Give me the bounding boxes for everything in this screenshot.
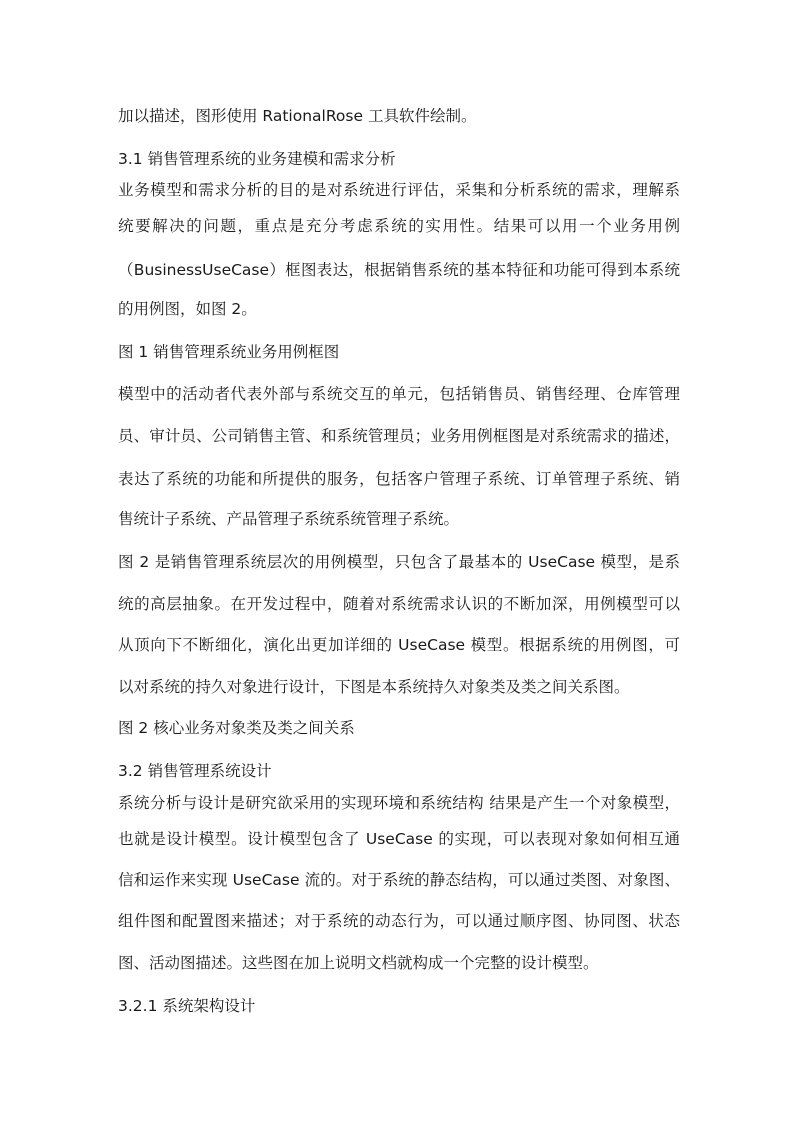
paragraph-line: 从顶向下不断细化，演化出更加详细的 UseCase 模型。根据系统的用例图，可 xyxy=(118,636,680,654)
paragraph-line: 系统分析与设计是研究欲采用的实现环境和系统结构 结果是产生一个对象模型， xyxy=(118,794,680,812)
paragraph-line: 员、审计员、公司销售主管、和系统管理员；业务用例框图是对系统需求的描述， xyxy=(118,427,680,445)
paragraph-line: 也就是设计模型。设计模型包含了 UseCase 的实现，可以表现对象如何相互通 xyxy=(118,830,680,848)
paragraph-line: （BusinessUseCase）框图表达，根据销售系统的基本特征和功能可得到本系统 xyxy=(118,261,680,279)
paragraph-line: 图 2 是销售管理系统层次的用例模型，只包含了最基本的 UseCase 模型，是系 xyxy=(118,553,680,571)
paragraph-line: 业务模型和需求分析的目的是对系统进行评估，采集和分析系统的需求，理解系 xyxy=(118,181,680,199)
paragraph-line: 组件图和配置图来描述；对于系统的动态行为，可以通过顺序图、协同图、状态 xyxy=(118,912,680,930)
paragraph-line: 统的高层抽象。在开发过程中，随着对系统需求认识的不断加深，用例模型可以 xyxy=(118,595,680,613)
figure-caption: 图 1 销售管理系统业务用例框图 xyxy=(118,343,340,361)
paragraph-line: 图、活动图描述。这些图在加上说明文档就构成一个完整的设计模型。 xyxy=(118,954,599,972)
paragraph-line: 的用例图，如图 2。 xyxy=(118,300,257,318)
figure-caption: 图 2 核心业务对象类及类之间关系 xyxy=(118,719,355,737)
paragraph-line: 售统计子系统、产品管理子系统系统管理子系统。 xyxy=(118,510,460,528)
subsection-heading: 3.2.1 系统架构设计 xyxy=(118,997,256,1015)
paragraph-line: 加以描述，图形使用 RationalRose 工具软件绘制。 xyxy=(118,107,477,125)
paragraph-line: 信和运作来实现 UseCase 流的。对于系统的静态结构，可以通过类图、对象图、 xyxy=(118,871,680,889)
paragraph-line: 统要解决的问题，重点是充分考虑系统的实用性。结果可以用一个业务用例 xyxy=(118,217,680,235)
section-heading: 3.1 销售管理系统的业务建模和需求分析 xyxy=(118,150,396,168)
paragraph-line: 以对系统的持久对象进行设计，下图是本系统持久对象类及类之间关系图。 xyxy=(118,678,630,696)
paragraph-line: 模型中的活动者代表外部与系统交互的单元，包括销售员、销售经理、仓库管理 xyxy=(118,385,680,403)
paragraph-line: 表达了系统的功能和所提供的服务，包括客户管理子系统、订单管理子系统、销 xyxy=(118,470,680,488)
section-heading: 3.2 销售管理系统设计 xyxy=(118,762,272,780)
